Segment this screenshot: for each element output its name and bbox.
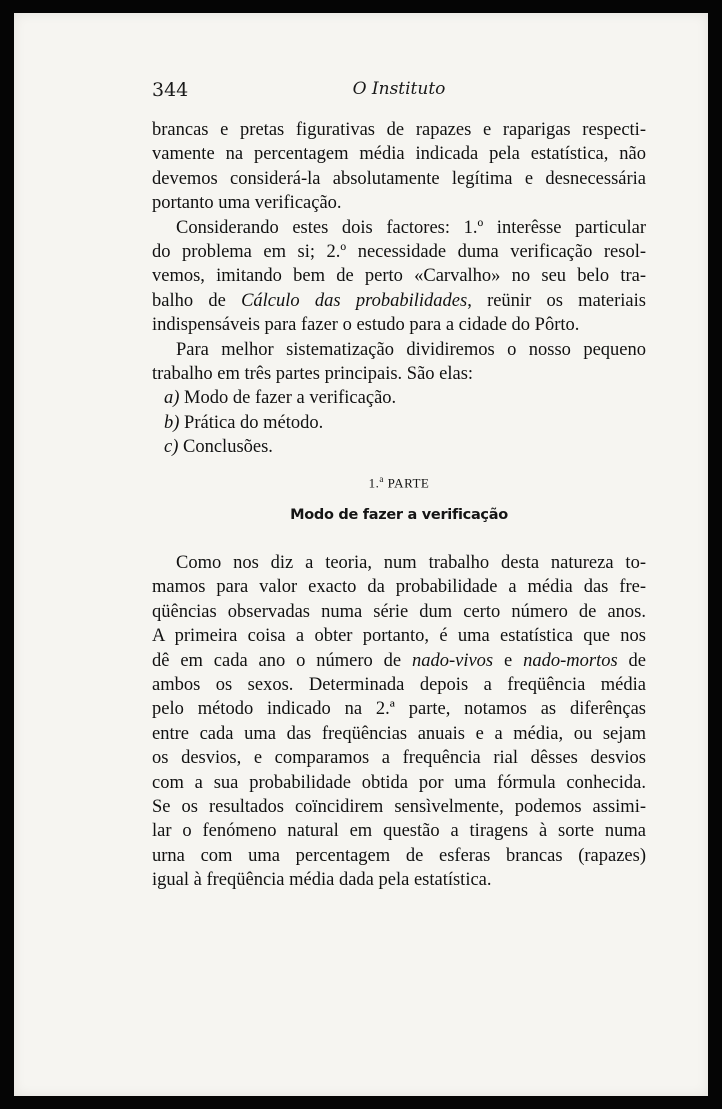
- page-header: [152, 79, 646, 103]
- list-text: Conclusões.: [183, 437, 273, 458]
- page-number: 344: [152, 79, 189, 101]
- text-line: devemos considerá-la absolutamente legítima e desnecessária: [152, 168, 646, 189]
- section-title: Modo de fazer a verificação: [290, 507, 508, 524]
- text-line: lar o fenómeno natural em questão a tiragens à sorte numa: [152, 821, 646, 842]
- text-line: urna com uma percentagem de esferas brancas (rapazes): [152, 845, 646, 866]
- text-line: igual à freqüência média dada pela estatística.: [152, 870, 492, 891]
- text-line: [152, 649, 646, 673]
- text-line: A primeira coisa a obter portanto, é uma estatística que nos: [152, 626, 646, 647]
- list-marker: c): [164, 437, 179, 458]
- text-line: trabalho em três partes principais. São elas:: [152, 364, 474, 385]
- text-line: entre cada uma das freqüências anuais e a média, ou sejam: [152, 723, 646, 744]
- section-word: PARTE: [387, 475, 430, 491]
- text-line: vamente na percentagem média indicada pela estatística, não: [152, 144, 646, 165]
- text-line: brancas e pretas figurativas de rapazes e raparigas respecti-: [152, 120, 646, 140]
- text-line: Como nos diz a teoria, num trabalho desta natureza to-: [176, 553, 646, 574]
- list-text: Prática do método.: [184, 412, 324, 433]
- text-line: mamos para valor exacto da probabilidade a média das fre-: [152, 577, 646, 598]
- list-text: Modo de fazer a verificação.: [184, 388, 397, 409]
- text-line: os desvios, e comparamos a frequência rial dêsses desvios: [152, 748, 646, 769]
- paragraph-4: [152, 551, 646, 893]
- text-line: com a sua probabilidade obtida por uma fórmula conhecida.: [152, 772, 646, 793]
- text-line: Se os resultados coïncidirem sensìvelmente, podemos assimi-: [152, 797, 646, 818]
- paragraph-1: [152, 118, 646, 216]
- term-italic: nado-mortos: [523, 650, 618, 671]
- text-line: portanto uma verificação.: [152, 193, 342, 214]
- list-item: [152, 411, 646, 435]
- text-fragment: de: [617, 650, 646, 671]
- text-line: Considerando estes dois factores: 1.º interêsse particular: [176, 217, 646, 238]
- paragraph-2: [152, 216, 646, 338]
- text-line: vemos, imitando bem de perto «Carvalho» no seu belo tra-: [152, 266, 646, 287]
- section-number-sup: a: [379, 473, 384, 484]
- text-line: [152, 289, 646, 313]
- text-line: qüências observadas numa série dum certo número de anos.: [152, 601, 646, 622]
- list-marker: b): [164, 412, 180, 433]
- text-line: indispensáveis para fazer o estudo para a cidade do Pôrto.: [152, 315, 580, 336]
- list-marker: a): [164, 388, 180, 409]
- section-number: 1.: [368, 475, 380, 491]
- text-fragment: dê em cada ano o número de: [152, 650, 412, 671]
- book-page: [14, 13, 708, 1096]
- parts-list: [152, 386, 646, 459]
- list-item: [152, 435, 646, 459]
- text-line: Para melhor sistematização dividiremos o nosso pequeno: [176, 339, 646, 360]
- text-line: pelo método indicado na 2.ª parte, notamos as diferênças: [152, 699, 646, 720]
- body-text: [152, 118, 646, 893]
- section-label: [152, 469, 646, 493]
- text-fragment: e: [493, 650, 524, 671]
- text-fragment: balho de: [152, 290, 242, 311]
- running-title: O Instituto: [352, 79, 446, 99]
- text-line: ambos os sexos. Determinada depois a freqüência média: [152, 675, 646, 696]
- text-fragment: , reünir os materiais: [467, 290, 646, 311]
- list-item: [152, 386, 646, 410]
- paragraph-3: [152, 338, 646, 387]
- text-line: do problema em si; 2.º necessidade duma verificação resol-: [152, 242, 646, 263]
- term-italic: nado-vivos: [411, 650, 494, 671]
- book-title-italic: Cálculo das probabilidades: [241, 290, 468, 311]
